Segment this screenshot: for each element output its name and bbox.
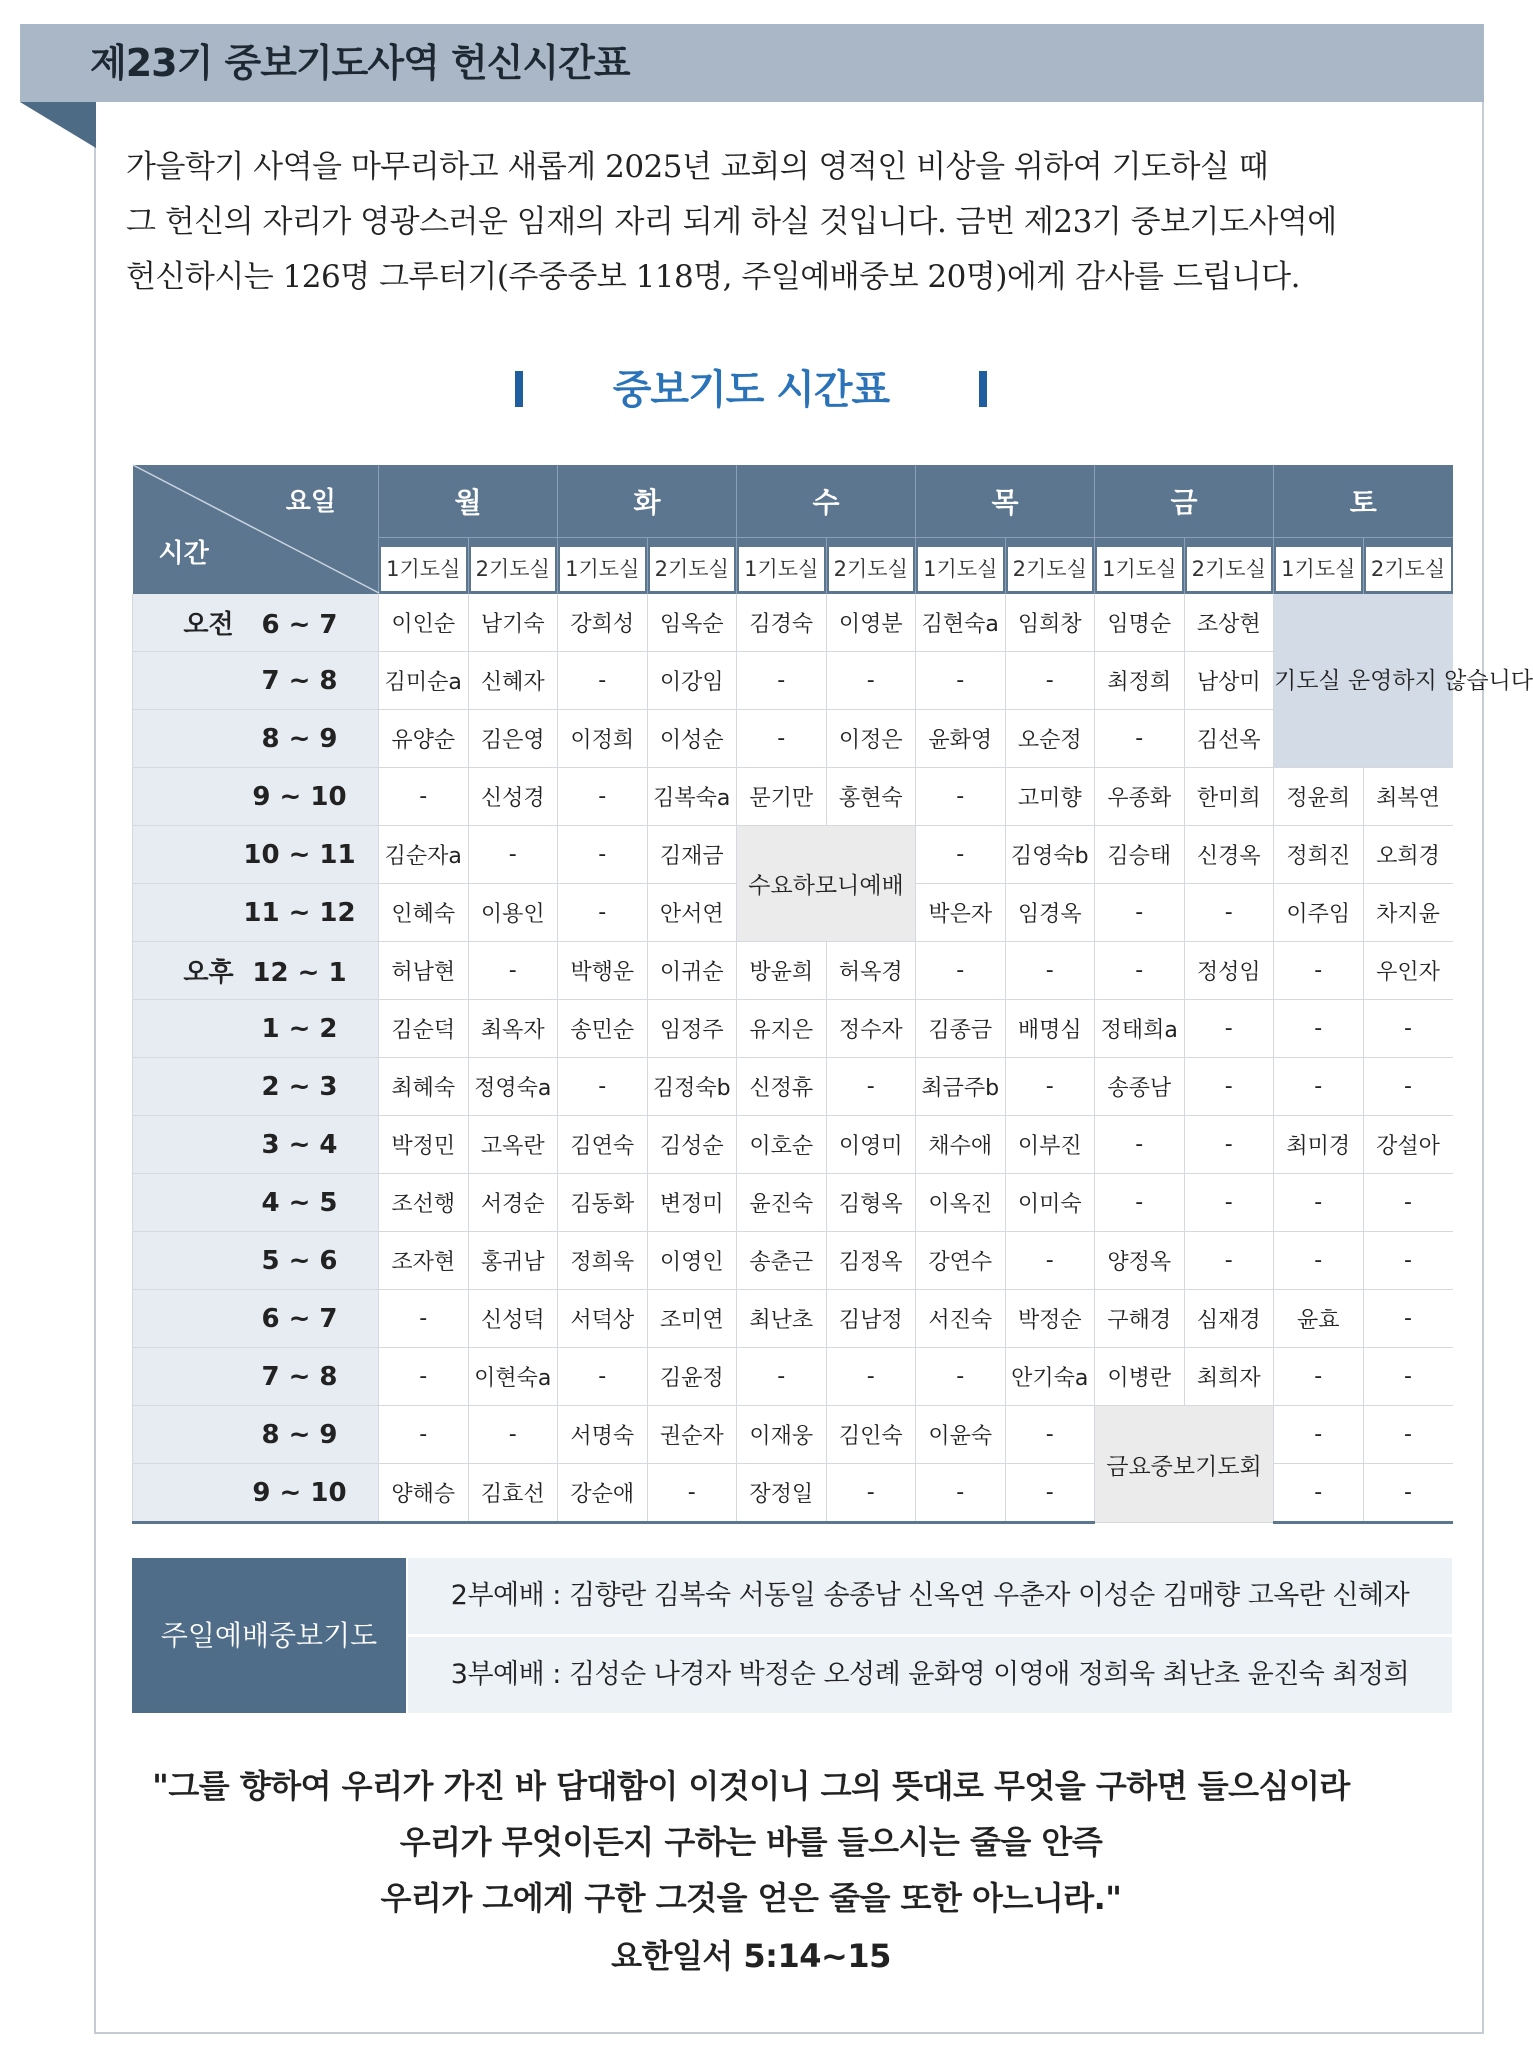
schedule-cell: 채수애 bbox=[916, 1116, 1006, 1174]
room-header-label: 1기도실 bbox=[918, 547, 1003, 591]
time-slot bbox=[133, 1290, 379, 1348]
schedule-cell: - bbox=[1363, 1174, 1453, 1232]
schedule-cell: 강순애 bbox=[558, 1464, 648, 1523]
schedule-cell: 박정민 bbox=[379, 1116, 469, 1174]
schedule-cell: - bbox=[1274, 942, 1364, 1000]
day-header-row bbox=[133, 465, 1453, 538]
schedule-cell: 신성덕 bbox=[468, 1290, 558, 1348]
room-header bbox=[379, 538, 469, 595]
schedule-cell: - bbox=[737, 652, 827, 710]
schedule-cell: 김정숙b bbox=[647, 1058, 737, 1116]
schedule-cell: 이미숙 bbox=[1005, 1174, 1095, 1232]
schedule-cell: 인혜숙 bbox=[379, 884, 469, 942]
schedule-cell: 유양순 bbox=[379, 710, 469, 768]
schedule-cell: 조선행 bbox=[379, 1174, 469, 1232]
room-header bbox=[1363, 538, 1453, 595]
schedule-cell: - bbox=[1363, 1000, 1453, 1058]
verse-line: 우리가 무엇이든지 구하는 바를 들으시는 줄을 안즉 bbox=[399, 1823, 1103, 1861]
corner-diagonal bbox=[133, 465, 379, 593]
table-row bbox=[133, 1232, 1453, 1290]
time-slot bbox=[133, 884, 379, 942]
schedule-cell: - bbox=[916, 652, 1006, 710]
schedule-cell: - bbox=[468, 1406, 558, 1464]
schedule-cell: - bbox=[737, 710, 827, 768]
schedule-cell: 김현숙a bbox=[916, 594, 1006, 652]
time-slot bbox=[133, 768, 379, 826]
day-fri: 금 bbox=[1095, 465, 1274, 538]
intro-line: 그 헌신의 자리가 영광스러운 임재의 자리 되게 하실 것입니다. 금번 제23기 중보기도사역에 bbox=[126, 204, 1337, 240]
schedule-cell: 김복숙a bbox=[647, 768, 737, 826]
room-header bbox=[647, 538, 737, 595]
schedule-cell: 김미순a bbox=[379, 652, 469, 710]
schedule-cell: 임경옥 bbox=[1005, 884, 1095, 942]
schedule-cell: 문기만 bbox=[737, 768, 827, 826]
schedule-cell: 이영분 bbox=[826, 594, 916, 652]
schedule-cell: - bbox=[1005, 1464, 1095, 1523]
schedule-cell: 신정휴 bbox=[737, 1058, 827, 1116]
table-row bbox=[133, 594, 1453, 652]
schedule-cell: - bbox=[916, 942, 1006, 1000]
schedule-cell: 최금주b bbox=[916, 1058, 1006, 1116]
schedule-cell: 김연숙 bbox=[558, 1116, 648, 1174]
day-sat: 토 bbox=[1274, 465, 1453, 538]
table-row bbox=[133, 1348, 1453, 1406]
schedule-cell: 임정주 bbox=[647, 1000, 737, 1058]
schedule-cell: - bbox=[1363, 1464, 1453, 1523]
schedule-cell: - bbox=[379, 768, 469, 826]
slot-label: 9 ~ 10 bbox=[252, 781, 347, 812]
day-thu: 목 bbox=[916, 465, 1095, 538]
schedule-cell: 최옥자 bbox=[468, 1000, 558, 1058]
room-header bbox=[826, 538, 916, 595]
schedule-cell: - bbox=[1184, 1058, 1274, 1116]
schedule-cell: - bbox=[1363, 1348, 1453, 1406]
schedule-cell: 우종화 bbox=[1095, 768, 1185, 826]
table-row bbox=[133, 652, 1453, 710]
schedule-cell: 이주임 bbox=[1274, 884, 1364, 942]
schedule-cell: - bbox=[468, 942, 558, 1000]
schedule-cell: 김순덕 bbox=[379, 1000, 469, 1058]
schedule-cell: 김영숙b bbox=[1005, 826, 1095, 884]
schedule-cell: 이옥진 bbox=[916, 1174, 1006, 1232]
schedule-cell: 최난초 bbox=[737, 1290, 827, 1348]
schedule-cell: 정성임 bbox=[1184, 942, 1274, 1000]
table-corner bbox=[133, 465, 379, 594]
schedule-cell: 송춘근 bbox=[737, 1232, 827, 1290]
schedule-cell: - bbox=[1095, 1174, 1185, 1232]
room-header-label: 1기도실 bbox=[560, 547, 645, 591]
time-slot bbox=[133, 1000, 379, 1058]
time-slot bbox=[133, 1232, 379, 1290]
schedule-cell: 김재금 bbox=[647, 826, 737, 884]
room-header bbox=[468, 538, 558, 595]
slot-label: 2 ~ 3 bbox=[261, 1071, 338, 1102]
schedule-cell: 서덕상 bbox=[558, 1290, 648, 1348]
schedule-cell: 양해승 bbox=[379, 1464, 469, 1523]
schedule-cell: - bbox=[916, 1348, 1006, 1406]
table-row bbox=[133, 1000, 1453, 1058]
slot-label: 9 ~ 10 bbox=[252, 1477, 347, 1508]
schedule-cell: - bbox=[916, 826, 1006, 884]
title-bar-right bbox=[979, 371, 987, 407]
schedule-cell: 김은영 bbox=[468, 710, 558, 768]
schedule-cell: - bbox=[826, 1348, 916, 1406]
slot-label: 6 ~ 7 bbox=[261, 1303, 338, 1334]
slot-label: 8 ~ 9 bbox=[261, 723, 338, 754]
schedule-cell: - bbox=[1005, 1058, 1095, 1116]
schedule-cell: - bbox=[1363, 1290, 1453, 1348]
schedule-cell: 오희경 bbox=[1363, 826, 1453, 884]
schedule-cell: 안서연 bbox=[647, 884, 737, 942]
schedule-cell: 임희창 bbox=[1005, 594, 1095, 652]
schedule-cell: 남상미 bbox=[1184, 652, 1274, 710]
table-row bbox=[133, 768, 1453, 826]
schedule-cell: - bbox=[558, 826, 648, 884]
room-header-label: 2기도실 bbox=[471, 547, 556, 591]
room-header-label: 1기도실 bbox=[381, 547, 466, 591]
schedule-cell: 김인숙 bbox=[826, 1406, 916, 1464]
schedule-cell: - bbox=[558, 652, 648, 710]
schedule-cell: 정희욱 bbox=[558, 1232, 648, 1290]
room-header bbox=[558, 538, 648, 595]
schedule-cell: - bbox=[1274, 1232, 1364, 1290]
schedule-cell: - bbox=[379, 1348, 469, 1406]
slot-label: 8 ~ 9 bbox=[261, 1419, 338, 1450]
schedule-cell: 방윤희 bbox=[737, 942, 827, 1000]
schedule-cell: 최정희 bbox=[1095, 652, 1185, 710]
day-mon: 월 bbox=[379, 465, 558, 538]
schedule-cell: 최희자 bbox=[1184, 1348, 1274, 1406]
wednesday-service-note: 수요하모니예배 bbox=[737, 826, 916, 942]
room-header-label: 1기도실 bbox=[739, 547, 824, 591]
corner-time-label: 시간 bbox=[158, 539, 209, 569]
schedule-cell: 김형옥 bbox=[826, 1174, 916, 1232]
schedule-cell: 홍귀남 bbox=[468, 1232, 558, 1290]
schedule-cell: 허옥경 bbox=[826, 942, 916, 1000]
room-header bbox=[1184, 538, 1274, 595]
schedule-cell: 최미경 bbox=[1274, 1116, 1364, 1174]
header-fold bbox=[20, 102, 96, 148]
schedule-cell: - bbox=[379, 1290, 469, 1348]
schedule-cell: - bbox=[1274, 1058, 1364, 1116]
schedule-cell: 이정은 bbox=[826, 710, 916, 768]
time-slot bbox=[133, 1174, 379, 1232]
schedule-cell: 구해경 bbox=[1095, 1290, 1185, 1348]
day-tue: 화 bbox=[558, 465, 737, 538]
schedule-cell: 정윤희 bbox=[1274, 768, 1364, 826]
time-slot bbox=[133, 826, 379, 884]
schedule-cell: 임명순 bbox=[1095, 594, 1185, 652]
sunday-service-2: 2부예배 : 김향란 김복숙 서동일 송종남 신옥연 우춘자 이성순 김매향 고옥란 신혜자 bbox=[408, 1558, 1452, 1634]
schedule-cell: - bbox=[1095, 942, 1185, 1000]
schedule-cell: - bbox=[916, 768, 1006, 826]
schedule-cell: 우인자 bbox=[1363, 942, 1453, 1000]
schedule-cell: 신성경 bbox=[468, 768, 558, 826]
schedule-cell: - bbox=[1005, 942, 1095, 1000]
schedule-cell: 권순자 bbox=[647, 1406, 737, 1464]
schedule-cell: - bbox=[379, 1406, 469, 1464]
schedule-cell: 이용인 bbox=[468, 884, 558, 942]
schedule-cell: 이윤숙 bbox=[916, 1406, 1006, 1464]
time-slot bbox=[133, 1116, 379, 1174]
schedule-cell: 허남현 bbox=[379, 942, 469, 1000]
schedule-cell: - bbox=[1005, 652, 1095, 710]
schedule-cell: 강연수 bbox=[916, 1232, 1006, 1290]
time-slot bbox=[133, 1464, 379, 1523]
intro-line: 헌신하시는 126명 그루터기(주중중보 118명, 주일예배중보 20명)에게 감사를 드립니다. bbox=[126, 259, 1300, 295]
room-header-label: 2기도실 bbox=[1187, 547, 1272, 591]
room-header bbox=[1005, 538, 1095, 595]
slot-label: 4 ~ 5 bbox=[261, 1187, 338, 1218]
time-slot bbox=[133, 1348, 379, 1406]
schedule-cell: - bbox=[1095, 1116, 1185, 1174]
schedule-cell: 윤화영 bbox=[916, 710, 1006, 768]
schedule-cell: - bbox=[1274, 1348, 1364, 1406]
schedule-cell: - bbox=[558, 768, 648, 826]
schedule-cell: 송민순 bbox=[558, 1000, 648, 1058]
schedule-cell: 정수자 bbox=[826, 1000, 916, 1058]
time-slot bbox=[133, 1058, 379, 1116]
schedule-cell: 김남정 bbox=[826, 1290, 916, 1348]
schedule-cell: - bbox=[1095, 884, 1185, 942]
schedule-cell: 이귀순 bbox=[647, 942, 737, 1000]
slot-label: 7 ~ 8 bbox=[261, 665, 338, 696]
slot-label: 3 ~ 4 bbox=[261, 1129, 338, 1160]
schedule-cell: - bbox=[826, 1058, 916, 1116]
schedule-cell: - bbox=[558, 1348, 648, 1406]
schedule-cell: 이정희 bbox=[558, 710, 648, 768]
schedule-cell: 김종금 bbox=[916, 1000, 1006, 1058]
schedule-cell: 김윤정 bbox=[647, 1348, 737, 1406]
schedule-cell: 강희성 bbox=[558, 594, 648, 652]
sunday-label: 주일예배중보기도 bbox=[132, 1558, 406, 1713]
verse-line: "그를 향하여 우리가 가진 바 담대함이 이것이니 그의 뜻대로 무엇을 구하면 들으심이라 bbox=[152, 1767, 1350, 1805]
schedule-cell: 김선옥 bbox=[1184, 710, 1274, 768]
schedule-body bbox=[133, 594, 1533, 1523]
schedule-cell: 신경옥 bbox=[1184, 826, 1274, 884]
schedule-cell: - bbox=[468, 826, 558, 884]
slot-label: 5 ~ 6 bbox=[261, 1245, 338, 1276]
schedule-cell: 변정미 bbox=[647, 1174, 737, 1232]
schedule-cell: - bbox=[1274, 1406, 1364, 1464]
schedule-cell: 서경순 bbox=[468, 1174, 558, 1232]
sunday-service-3: 3부예배 : 김성순 나경자 박정순 오성례 윤화영 이영애 정희욱 최난초 윤진숙 최정희 bbox=[408, 1637, 1452, 1713]
schedule-cell: 박은자 bbox=[916, 884, 1006, 942]
schedule-cell: 김정옥 bbox=[826, 1232, 916, 1290]
period-label: 오후 bbox=[183, 958, 234, 988]
schedule-cell: 배명심 bbox=[1005, 1000, 1095, 1058]
room-header bbox=[1274, 538, 1364, 595]
table-row bbox=[133, 826, 1453, 884]
verse-reference: 요한일서 5:14~15 bbox=[611, 1937, 891, 1975]
schedule-title bbox=[0, 358, 1502, 415]
schedule-cell: - bbox=[737, 1348, 827, 1406]
slot-label: 10 ~ 11 bbox=[243, 839, 356, 870]
schedule-cell: - bbox=[1184, 1232, 1274, 1290]
schedule-cell: - bbox=[826, 652, 916, 710]
intro-text bbox=[126, 140, 1446, 305]
room-header bbox=[916, 538, 1006, 595]
schedule-cell: 김효선 bbox=[468, 1464, 558, 1523]
schedule-cell: 이현숙a bbox=[468, 1348, 558, 1406]
table-row bbox=[133, 942, 1453, 1000]
schedule-cell: - bbox=[1363, 1406, 1453, 1464]
schedule-cell: 심재경 bbox=[1184, 1290, 1274, 1348]
corner-day-label: 요일 bbox=[285, 487, 336, 517]
schedule-cell: - bbox=[916, 1464, 1006, 1523]
room-header-label: 2기도실 bbox=[1366, 547, 1451, 591]
schedule-cell: 윤효 bbox=[1274, 1290, 1364, 1348]
schedule-cell: - bbox=[1363, 1058, 1453, 1116]
table-row bbox=[133, 1116, 1453, 1174]
schedule-cell: - bbox=[647, 1464, 737, 1523]
schedule-cell: 고옥란 bbox=[468, 1116, 558, 1174]
table-row bbox=[133, 1174, 1453, 1232]
slot-label: 7 ~ 8 bbox=[261, 1361, 338, 1392]
room-header bbox=[737, 538, 827, 595]
slot-label: 6 ~ 7 bbox=[261, 610, 338, 640]
table-row bbox=[133, 710, 1453, 768]
sunday-prayer-box bbox=[132, 1558, 1452, 1713]
schedule-title-text: 중보기도 시간표 bbox=[612, 367, 890, 413]
table-row bbox=[133, 1406, 1453, 1464]
time-slot bbox=[133, 1406, 379, 1464]
room-header-label: 2기도실 bbox=[650, 547, 735, 591]
schedule-cell: - bbox=[1274, 1174, 1364, 1232]
schedule-cell: 오순정 bbox=[1005, 710, 1095, 768]
time-slot bbox=[133, 710, 379, 768]
schedule-cell: - bbox=[558, 1058, 648, 1116]
schedule-cell: 김순자a bbox=[379, 826, 469, 884]
schedule-cell: 임옥순 bbox=[647, 594, 737, 652]
schedule-cell: - bbox=[1274, 1464, 1364, 1523]
slot-label: 11 ~ 12 bbox=[243, 897, 356, 928]
schedule-cell: 이인순 bbox=[379, 594, 469, 652]
schedule-cell: - bbox=[826, 1464, 916, 1523]
schedule-cell: - bbox=[1184, 1000, 1274, 1058]
schedule-cell: 이성순 bbox=[647, 710, 737, 768]
schedule-cell: 홍현숙 bbox=[826, 768, 916, 826]
room-header bbox=[1095, 538, 1185, 595]
schedule-cell: 고미향 bbox=[1005, 768, 1095, 826]
schedule-cell: 조상현 bbox=[1184, 594, 1274, 652]
table-row bbox=[133, 1058, 1453, 1116]
schedule-cell: 이호순 bbox=[737, 1116, 827, 1174]
schedule-cell: 정영숙a bbox=[468, 1058, 558, 1116]
schedule-cell: 김승태 bbox=[1095, 826, 1185, 884]
page-title: 제23기 중보기도사역 헌신시간표 bbox=[90, 41, 630, 85]
schedule-cell: 박정순 bbox=[1005, 1290, 1095, 1348]
schedule-cell: 이병란 bbox=[1095, 1348, 1185, 1406]
schedule-cell: 안기숙a bbox=[1005, 1348, 1095, 1406]
schedule-cell: 정희진 bbox=[1274, 826, 1364, 884]
schedule-cell: 서진숙 bbox=[916, 1290, 1006, 1348]
room-header-label: 2기도실 bbox=[1008, 547, 1093, 591]
slot-label: 1 ~ 2 bbox=[261, 1013, 338, 1044]
schedule-cell: - bbox=[1274, 1000, 1364, 1058]
schedule-cell: 이부진 bbox=[1005, 1116, 1095, 1174]
friday-prayer-note: 금요중보기도회 bbox=[1095, 1406, 1274, 1523]
schedule-cell: 조미연 bbox=[647, 1290, 737, 1348]
schedule-cell: 이영인 bbox=[647, 1232, 737, 1290]
schedule-cell: 김경숙 bbox=[737, 594, 827, 652]
schedule-cell: - bbox=[558, 884, 648, 942]
schedule-cell: - bbox=[1005, 1232, 1095, 1290]
schedule-cell: - bbox=[1184, 1116, 1274, 1174]
schedule-cell: 박행운 bbox=[558, 942, 648, 1000]
schedule-cell: 이영미 bbox=[826, 1116, 916, 1174]
schedule-cell: 최혜숙 bbox=[379, 1058, 469, 1116]
schedule-cell: - bbox=[1095, 710, 1185, 768]
schedule-cell: 유지은 bbox=[737, 1000, 827, 1058]
verse-line: 우리가 그에게 구한 그것을 얻은 줄을 또한 아느니라." bbox=[380, 1879, 1122, 1917]
day-wed: 수 bbox=[737, 465, 916, 538]
schedule-cell: 김성순 bbox=[647, 1116, 737, 1174]
slot-label: 12 ~ 1 bbox=[252, 958, 347, 988]
schedule-cell: 이재웅 bbox=[737, 1406, 827, 1464]
table-row bbox=[133, 1290, 1453, 1348]
room-header-label: 2기도실 bbox=[829, 547, 914, 591]
schedule-cell: 차지윤 bbox=[1363, 884, 1453, 942]
closed-note: 기도실 운영하지 않습니다 bbox=[1274, 594, 1453, 768]
schedule-cell: 강설아 bbox=[1363, 1116, 1453, 1174]
schedule-cell: 한미희 bbox=[1184, 768, 1274, 826]
schedule-cell: 장정일 bbox=[737, 1464, 827, 1523]
room-header-label: 1기도실 bbox=[1097, 547, 1182, 591]
bible-verse bbox=[0, 1758, 1502, 1984]
schedule-cell: 송종남 bbox=[1095, 1058, 1185, 1116]
period-label: 오전 bbox=[183, 610, 234, 640]
schedule-cell: 윤진숙 bbox=[737, 1174, 827, 1232]
time-slot bbox=[133, 652, 379, 710]
schedule-cell: 정태희a bbox=[1095, 1000, 1185, 1058]
schedule-cell: - bbox=[1363, 1232, 1453, 1290]
schedule-cell: - bbox=[1184, 884, 1274, 942]
schedule-cell: - bbox=[1184, 1174, 1274, 1232]
schedule-cell: 남기숙 bbox=[468, 594, 558, 652]
schedule-cell: 이강임 bbox=[647, 652, 737, 710]
intro-line: 가을학기 사역을 마무리하고 새롭게 2025년 교회의 영적인 비상을 위하여 기도하실 때 bbox=[126, 149, 1269, 185]
schedule-cell: 조자현 bbox=[379, 1232, 469, 1290]
schedule-cell: 신혜자 bbox=[468, 652, 558, 710]
schedule-cell: 최복연 bbox=[1363, 768, 1453, 826]
schedule-cell: 서명숙 bbox=[558, 1406, 648, 1464]
schedule-table bbox=[132, 465, 1533, 1524]
title-bar-left bbox=[515, 371, 523, 407]
schedule-cell: 김동화 bbox=[558, 1174, 648, 1232]
room-header-label: 1기도실 bbox=[1276, 547, 1361, 591]
schedule-cell: 양정옥 bbox=[1095, 1232, 1185, 1290]
schedule-cell: - bbox=[1005, 1406, 1095, 1464]
time-slot bbox=[133, 594, 379, 652]
time-slot bbox=[133, 942, 379, 1000]
